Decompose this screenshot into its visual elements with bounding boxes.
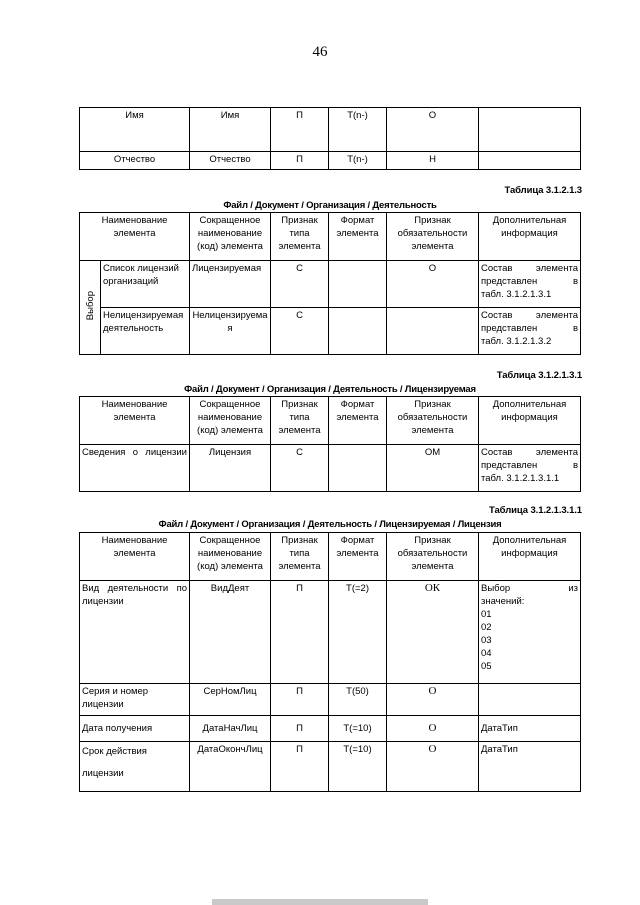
cell-info: ДатаТип	[479, 742, 581, 792]
cell-code: Лицензия	[190, 445, 271, 492]
table-row	[80, 581, 581, 684]
cell-format: Т(=2)	[329, 581, 387, 684]
table-caption: Таблица 3.1.2.1.3	[504, 185, 582, 196]
cell-format: T(n-)	[329, 108, 387, 152]
table-caption: Таблица 3.1.2.1.3.1	[496, 370, 582, 381]
cell-name: Имя	[80, 108, 190, 152]
cell-type: П	[271, 108, 329, 152]
cell-format: Т(=10)	[329, 716, 387, 742]
cell-required: О	[387, 716, 479, 742]
scan-edge	[212, 899, 428, 905]
cell-info	[479, 152, 581, 170]
cell-name: Сведения о лицензии	[80, 445, 190, 492]
header-format: Формат элемента	[329, 533, 387, 581]
cell-info: Состав элемента представлен в табл. 3.1.2.1.3.1.1	[479, 445, 581, 492]
cell-type: С	[271, 445, 329, 492]
cell-required: О	[387, 742, 479, 792]
cell-code: ДатаНачЛиц	[190, 716, 271, 742]
table-title: Файл / Документ / Организация / Деятельность / Лицензируемая	[184, 384, 476, 395]
cell-info: ДатаТип	[479, 716, 581, 742]
header-format: Формат элемента	[329, 397, 387, 445]
cell-format	[329, 261, 387, 308]
cell-info: Выбор из значений: 01 02 03 04 05	[479, 581, 581, 684]
cell-type: П	[271, 684, 329, 716]
cell-type: П	[271, 152, 329, 170]
cell-code: Нелицензируемая	[190, 308, 271, 355]
cell-info: Состав элемента представлен в табл. 3.1.2.1.3.2	[479, 308, 581, 355]
header-row	[80, 397, 581, 445]
cell-format: Т(=10)	[329, 742, 387, 792]
header-type: Признак типа элемента	[271, 397, 329, 445]
header-type: Признак типа элемента	[271, 213, 329, 261]
cell-info	[479, 684, 581, 716]
cell-name: Дата получения	[80, 716, 190, 742]
table-row	[80, 108, 581, 152]
table-row	[80, 716, 581, 742]
cell-code: Имя	[190, 108, 271, 152]
header-row	[80, 213, 581, 261]
cell-type: П	[271, 742, 329, 792]
table-continuation	[79, 107, 581, 170]
cell-required: О	[387, 108, 479, 152]
table-row	[80, 261, 581, 308]
table-title: Файл / Документ / Организация / Деятельность / Лицензируемая / Лицензия	[158, 519, 502, 530]
header-info: Дополнительная информация	[479, 533, 581, 581]
header-code: Сокращенное наименование (код) элемента	[190, 213, 271, 261]
cell-code: ДатаОкончЛиц	[190, 742, 271, 792]
cell-name: Нелицензируемая деятельность	[101, 308, 190, 355]
cell-type: П	[271, 581, 329, 684]
header-info: Дополнительная информация	[479, 397, 581, 445]
header-type: Признак типа элемента	[271, 533, 329, 581]
cell-code: СерНомЛиц	[190, 684, 271, 716]
header-name: Наименование элемента	[80, 397, 190, 445]
cell-name: Список лицензий организаций	[101, 261, 190, 308]
cell-format: Т(50)	[329, 684, 387, 716]
header-code: Сокращенное наименование (код) элемента	[190, 533, 271, 581]
choice-group-label: Выбор	[80, 261, 101, 355]
header-name: Наименование элемента	[80, 533, 190, 581]
cell-format	[329, 445, 387, 492]
header-required: Признак обязательности элемента	[387, 213, 479, 261]
header-code: Сокращенное наименование (код) элемента	[190, 397, 271, 445]
cell-format	[329, 308, 387, 355]
cell-name: Вид деятельности по лицензии	[80, 581, 190, 684]
header-required: Признак обязательности элемента	[387, 533, 479, 581]
table-row	[80, 308, 581, 355]
table-license	[79, 532, 581, 792]
table-licensed	[79, 396, 581, 492]
table-activity	[79, 212, 581, 355]
table-row	[80, 684, 581, 716]
cell-code: Лицензируемая	[190, 261, 271, 308]
table-row	[80, 445, 581, 492]
cell-name: Отчество	[80, 152, 190, 170]
cell-type: С	[271, 261, 329, 308]
page-number: 46	[312, 44, 328, 60]
header-row	[80, 533, 581, 581]
cell-required: ОК	[387, 581, 479, 684]
cell-required: О	[387, 684, 479, 716]
cell-code: Отчество	[190, 152, 271, 170]
header-format: Формат элемента	[329, 213, 387, 261]
table-title: Файл / Документ / Организация / Деятельность	[223, 200, 437, 211]
cell-type: П	[271, 716, 329, 742]
cell-required	[387, 308, 479, 355]
cell-required: ОМ	[387, 445, 479, 492]
cell-format: T(n-)	[329, 152, 387, 170]
table-row	[80, 742, 581, 792]
cell-name: Серия и номер лицензии	[80, 684, 190, 716]
cell-required: О	[387, 261, 479, 308]
header-name: Наименование элемента	[80, 213, 190, 261]
header-required: Признак обязательности элемента	[387, 397, 479, 445]
cell-name: Срок действия лицензии	[80, 742, 190, 792]
table-caption: Таблица 3.1.2.1.3.1.1	[489, 505, 582, 516]
cell-info	[479, 108, 581, 152]
header-info: Дополнительная информация	[479, 213, 581, 261]
cell-required: Н	[387, 152, 479, 170]
cell-type: С	[271, 308, 329, 355]
cell-code: ВидДеят	[190, 581, 271, 684]
table-row	[80, 152, 581, 170]
cell-info: Состав элемента представлен в табл. 3.1.2.1.3.1	[479, 261, 581, 308]
